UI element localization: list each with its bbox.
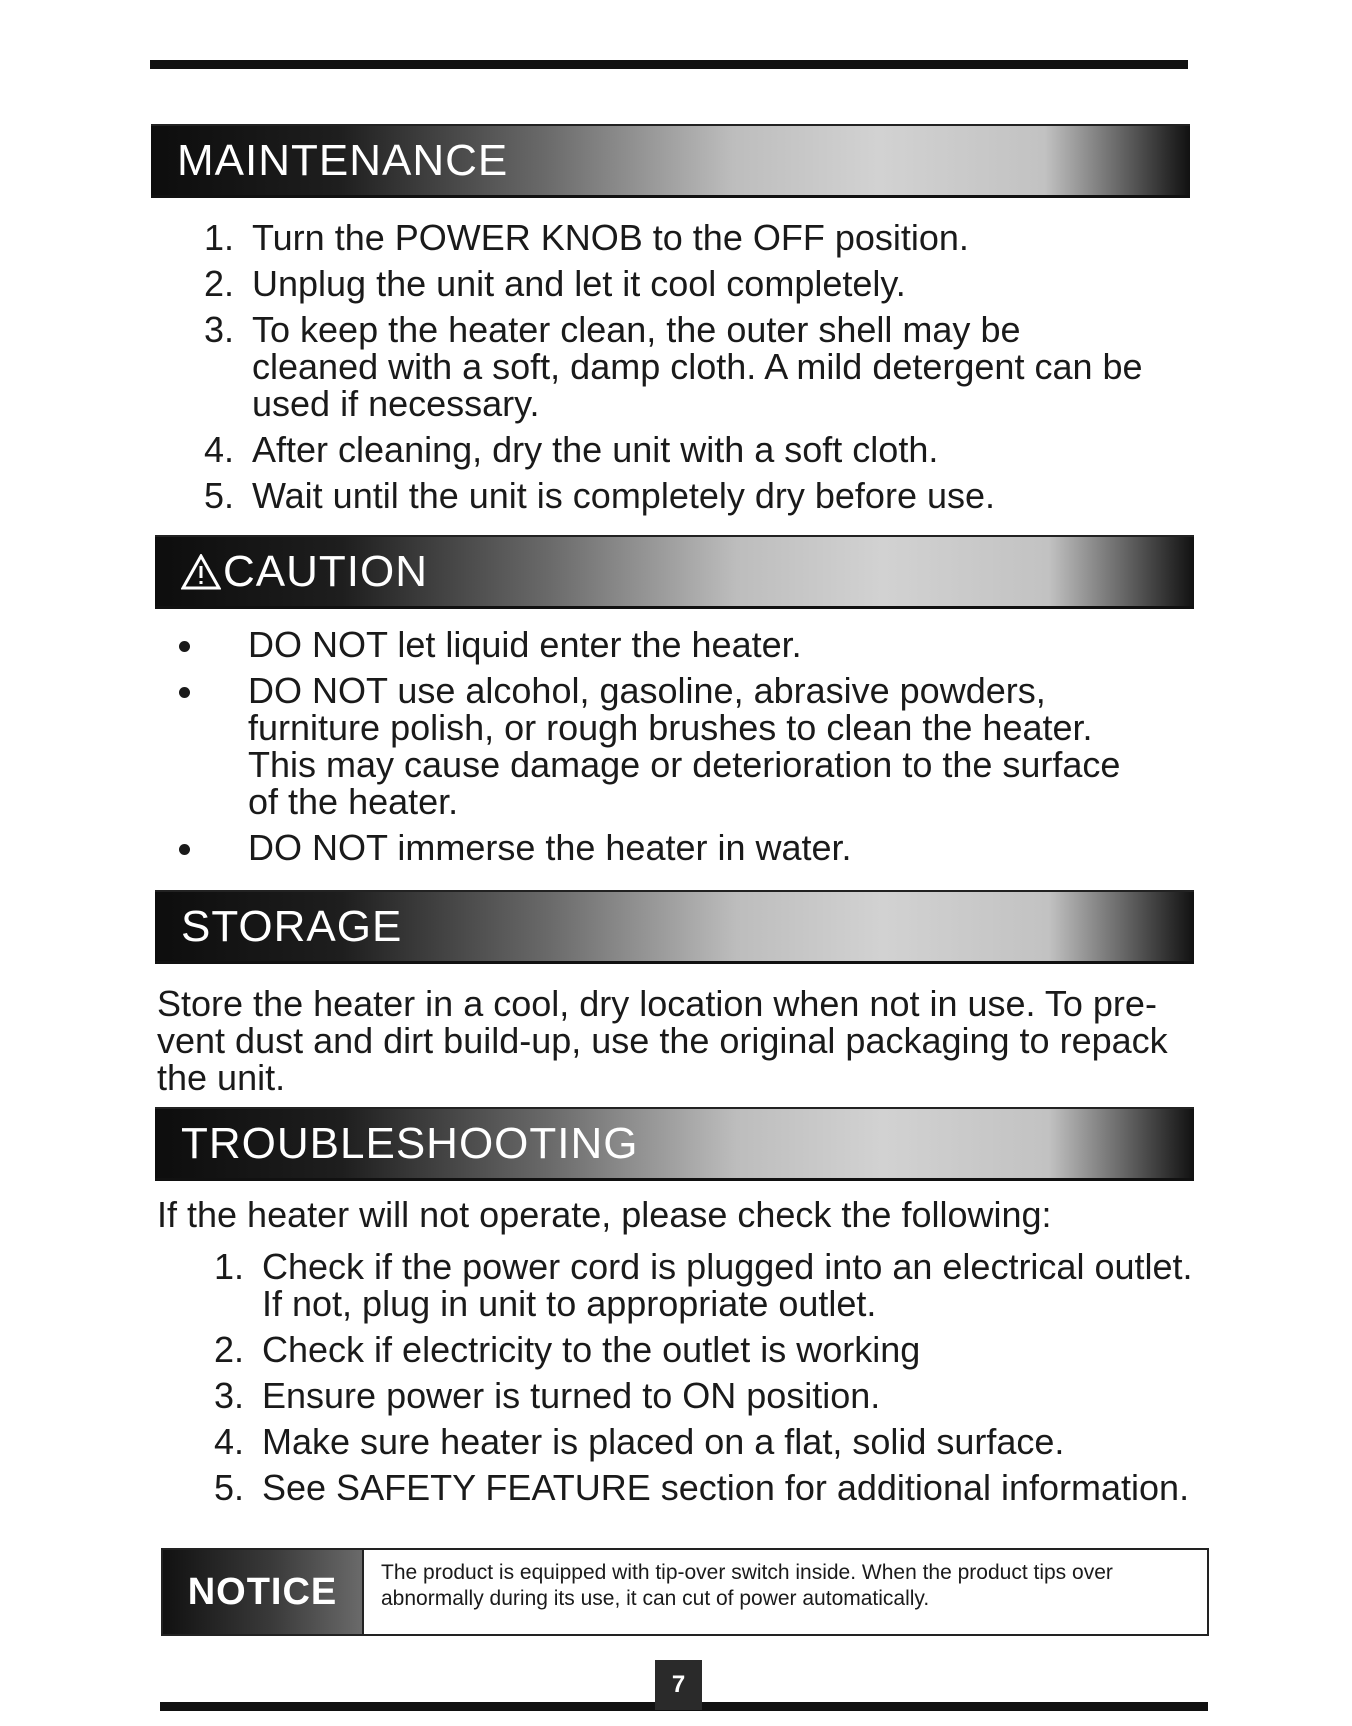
caution-title: CAUTION	[223, 546, 428, 596]
list-item	[203, 429, 1152, 470]
step-number: 1.	[213, 1246, 244, 1287]
step-text: Ensure power is turned to ON position.	[262, 1375, 881, 1416]
maintenance-header	[151, 124, 1190, 198]
troubleshooting-steps	[213, 1246, 1202, 1515]
caution-header	[155, 535, 1194, 609]
step-text: After cleaning, dry the unit with a soft cloth.	[252, 429, 939, 470]
list-item	[213, 1421, 1202, 1462]
list-item	[203, 263, 1152, 304]
step-number: 3.	[203, 309, 234, 350]
bullet-text: DO NOT use alcohol, gasoline, abrasive powders, furniture polish, or rough brushes to clean the heater. This may cause damage or deterioration to the surface of the heater.	[248, 670, 1121, 822]
bullet-icon	[179, 687, 190, 698]
list-item	[203, 475, 1152, 516]
step-number: 2.	[203, 263, 234, 304]
step-number: 4.	[203, 429, 234, 470]
storage-title: STORAGE	[181, 901, 403, 951]
step-number: 5.	[203, 475, 234, 516]
list-item	[248, 829, 1128, 866]
step-number: 4.	[213, 1421, 244, 1462]
step-text: Turn the POWER KNOB to the OFF position.	[252, 217, 969, 258]
maintenance-steps	[203, 217, 1152, 523]
step-number: 3.	[213, 1375, 244, 1416]
step-number: 2.	[213, 1329, 244, 1370]
page-number: 7	[655, 1660, 702, 1710]
list-item	[203, 309, 1152, 424]
step-text: Check if the power cord is plugged into an electrical outlet. If not, plug in unit to appropriate outlet.	[262, 1246, 1193, 1324]
step-number: 1.	[203, 217, 234, 258]
bullet-icon	[179, 641, 190, 652]
list-item	[213, 1246, 1202, 1324]
step-text: See SAFETY FEATURE section for additional information.	[262, 1467, 1190, 1508]
notice-text: The product is equipped with tip-over switch inside. When the product tips over abnormally during its use, it can cut of power automatically.	[381, 1561, 1113, 1610]
list-item	[203, 217, 1152, 258]
storage-text: Store the heater in a cool, dry location when not in use. To pre-vent dust and dirt build-up, use the original packaging to repack the unit.	[157, 983, 1168, 1098]
step-text: Make sure heater is placed on a flat, solid surface.	[262, 1421, 1065, 1462]
step-text: Wait until the unit is completely dry before use.	[252, 475, 996, 516]
caution-title-group	[181, 547, 428, 597]
step-text: Unplug the unit and let it cool completely.	[252, 263, 906, 304]
step-text: To keep the heater clean, the outer shell may be cleaned with a soft, damp cloth. A mild detergent can be used if necessary.	[252, 309, 1143, 424]
maintenance-title: MAINTENANCE	[177, 135, 509, 185]
storage-header	[155, 890, 1194, 964]
bullet-text: DO NOT immerse the heater in water.	[248, 827, 852, 868]
troubleshooting-header	[155, 1107, 1194, 1181]
troubleshooting-title: TROUBLESHOOTING	[181, 1118, 639, 1168]
list-item	[213, 1375, 1202, 1416]
list-item	[248, 672, 1128, 820]
caution-bullets	[248, 626, 1128, 875]
step-text: Check if electricity to the outlet is working	[262, 1329, 921, 1370]
top-rule	[150, 60, 1188, 69]
list-item	[213, 1467, 1202, 1508]
list-item	[213, 1329, 1202, 1370]
warning-triangle-icon	[181, 554, 221, 590]
notice-label: NOTICE	[163, 1550, 364, 1634]
bullet-text: DO NOT let liquid enter the heater.	[248, 624, 802, 665]
troubleshooting-intro: If the heater will not operate, please check the following:	[157, 1194, 1052, 1235]
bullet-icon	[179, 844, 190, 855]
step-number: 5.	[213, 1467, 244, 1508]
list-item	[248, 626, 1128, 663]
notice-box	[161, 1548, 1209, 1636]
